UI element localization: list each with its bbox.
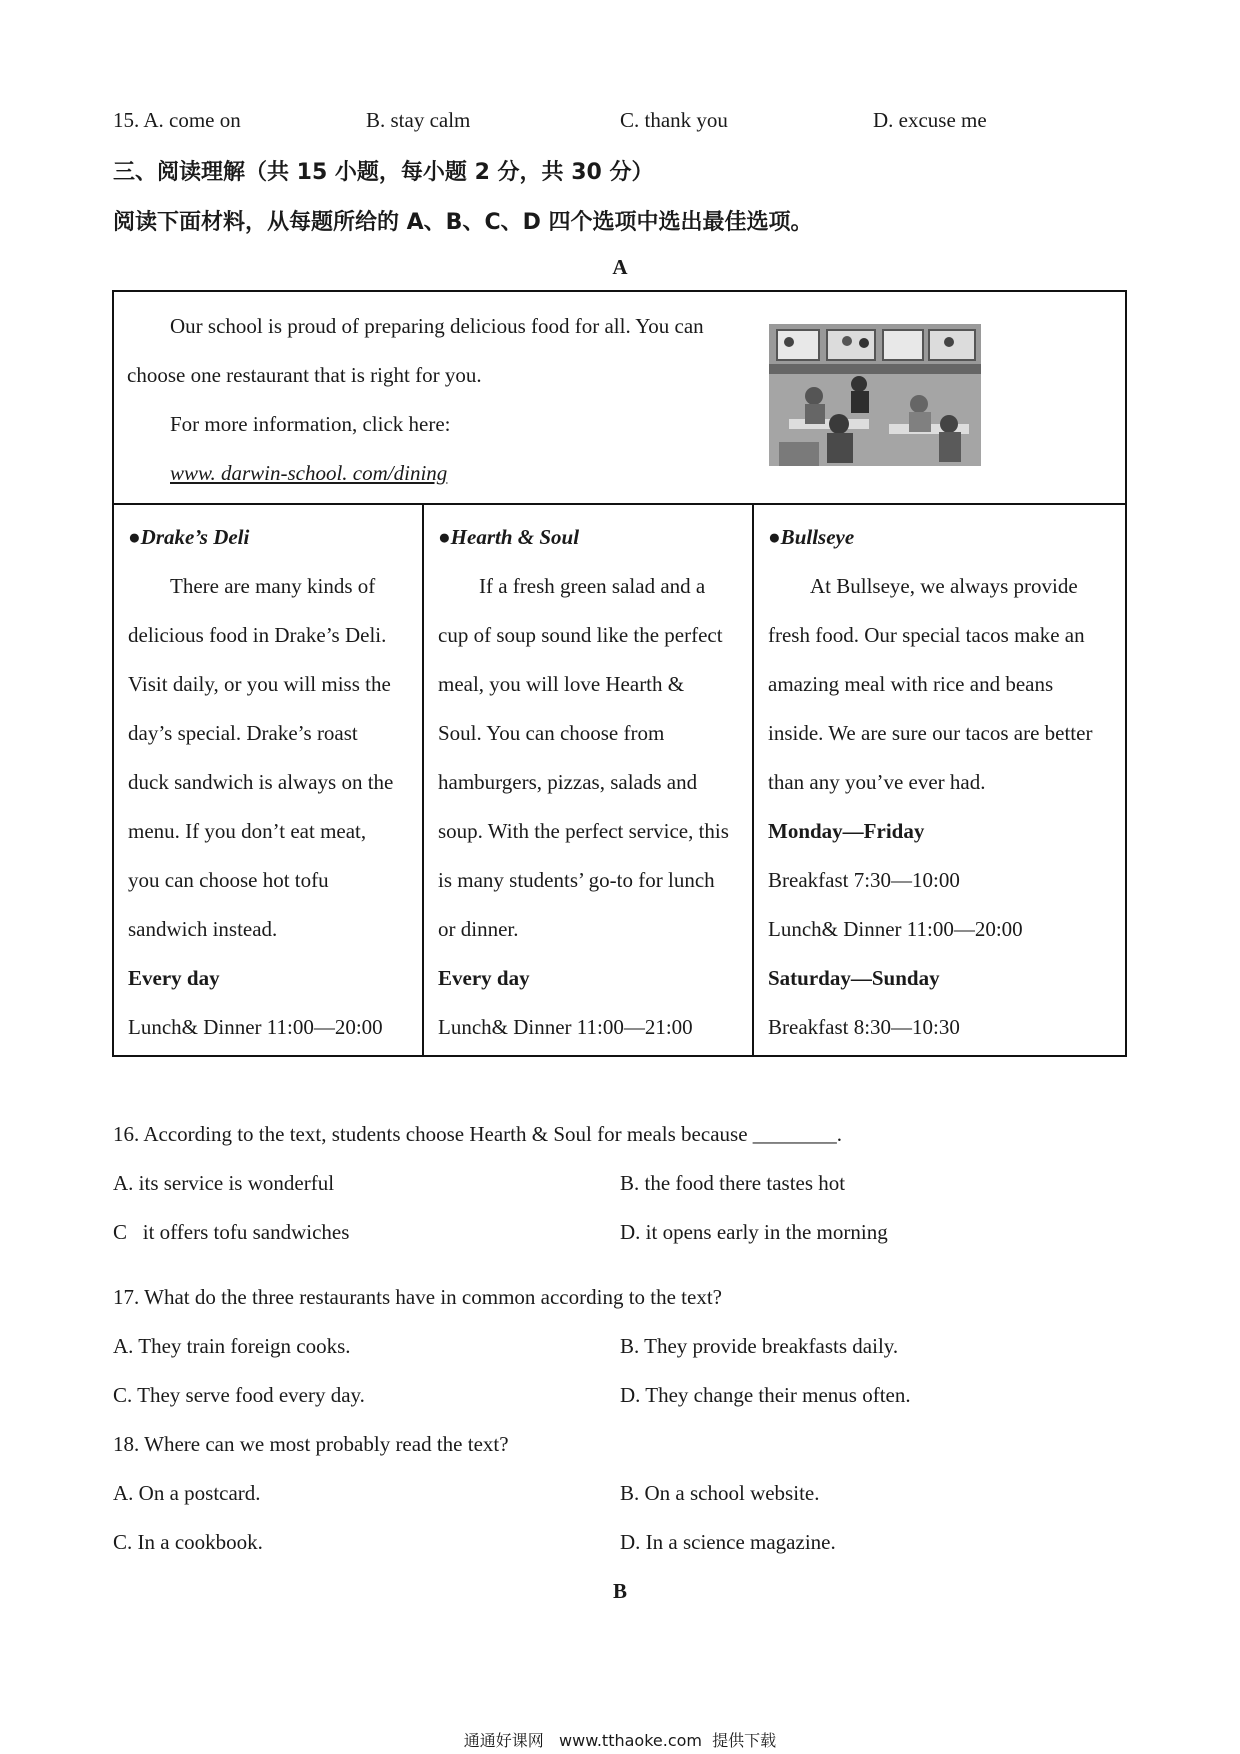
- passage-b-label: B: [612, 1579, 627, 1603]
- restaurant-text-line: inside. We are sure our tacos are better: [768, 721, 1093, 745]
- hours-label: Saturday—Sunday: [768, 966, 940, 990]
- section-instruction: 阅读下面材料，从每题所给的 A、B、C、D 四个选项中选出最佳选项。: [113, 210, 813, 235]
- page-footer: 通通好课网 www.tthaoke.com 提供下载: [463, 1731, 777, 1750]
- restaurant-text-line: menu. If you don’t eat meat,: [128, 819, 367, 843]
- restaurant-text-line: day’s special. Drake’s roast: [128, 721, 358, 745]
- restaurant-text-line: Soul. You can choose from: [438, 721, 665, 745]
- restaurant-text-line: you can choose hot tofu: [128, 868, 329, 892]
- restaurant-text-line: than any you’ve ever had.: [768, 770, 986, 794]
- restaurant-text-line: duck sandwich is always on the: [128, 770, 394, 794]
- hours-label: Every day: [128, 966, 220, 990]
- question-16-option-a: A. its service is wonderful: [113, 1171, 335, 1195]
- hours-label: Every day: [438, 966, 530, 990]
- restaurant-name: ●Hearth & Soul: [438, 525, 580, 549]
- passage-a-label: A: [612, 255, 628, 279]
- hours-time: Lunch& Dinner 11:00—20:00: [128, 1015, 383, 1039]
- restaurant-text-line: delicious food in Drake’s Deli.: [128, 623, 387, 647]
- question-17-option-a: A. They train foreign cooks.: [113, 1334, 351, 1358]
- hours-label: Monday—Friday: [768, 819, 925, 843]
- q15-option-b: B. stay calm: [366, 108, 471, 132]
- question-17-option-b: B. They provide breakfasts daily.: [620, 1334, 899, 1358]
- question-17-stem: 17. What do the three restaurants have in common according to the text?: [113, 1285, 722, 1309]
- restaurant-text-line: meal, you will love Hearth &: [438, 672, 685, 696]
- question-18-option-d: D. In a science magazine.: [620, 1530, 836, 1554]
- restaurant-text-line: At Bullseye, we always provide: [810, 574, 1078, 598]
- question-18-option-c: C. In a cookbook.: [113, 1530, 263, 1554]
- restaurant-text-line: or dinner.: [438, 917, 519, 941]
- q15-option-c: C. thank you: [620, 108, 728, 132]
- question-16-stem: 16. According to the text, students choose Hearth & Soul for meals because ________.: [113, 1122, 843, 1146]
- restaurant-text-line: amazing meal with rice and beans: [768, 672, 1054, 696]
- restaurant-name: ●Bullseye: [768, 525, 855, 549]
- question-18-stem: 18. Where can we most probably read the text?: [113, 1432, 509, 1456]
- hours-time: Breakfast 8:30—10:30: [768, 1015, 960, 1039]
- restaurant-name: ●Drake’s Deli: [128, 525, 250, 549]
- restaurant-text-line: fresh food. Our special tacos make an: [768, 623, 1085, 647]
- hours-time: Lunch& Dinner 11:00—20:00: [768, 917, 1023, 941]
- intro-panel: [114, 292, 1125, 505]
- restaurant-text-line: cup of soup sound like the perfect: [438, 623, 723, 647]
- restaurant-bullseye: [754, 505, 1125, 1055]
- restaurant-text-line: sandwich instead.: [128, 917, 278, 941]
- question-16-option-b: B. the food there tastes hot: [620, 1171, 846, 1195]
- restaurant-text-line: hamburgers, pizzas, salads and: [438, 770, 698, 794]
- restaurant-text-line: soup. With the perfect service, this: [438, 819, 729, 843]
- restaurant-drakes-deli: [114, 505, 424, 1055]
- question-16-option-d: D. it opens early in the morning: [620, 1220, 888, 1244]
- intro-line-1: Our school is proud of preparing delicious food for all. You can: [170, 314, 704, 338]
- hours-time: Breakfast 7:30—10:00: [768, 868, 960, 892]
- question-18-option-b: B. On a school website.: [620, 1481, 820, 1505]
- question-18-option-a: A. On a postcard.: [113, 1481, 261, 1505]
- restaurant-text-line: Visit daily, or you will miss the: [128, 672, 391, 696]
- intro-line-3: For more information, click here:: [170, 412, 451, 436]
- school-dining-hall-illustration-icon: [769, 324, 981, 466]
- restaurant-text-line: is many students’ go-to for lunch: [438, 868, 715, 892]
- q15-option-d: D. excuse me: [873, 108, 987, 132]
- q15-option-a: 15. A. come on: [113, 108, 241, 132]
- restaurant-hearth-and-soul: [424, 505, 754, 1055]
- question-16-option-c: C it offers tofu sandwiches: [113, 1220, 350, 1244]
- hours-time: Lunch& Dinner 11:00—21:00: [438, 1015, 693, 1039]
- passage-a-box: [112, 290, 1127, 1057]
- dining-link[interactable]: www. darwin-school. com/dining: [170, 461, 448, 485]
- restaurant-text-line: There are many kinds of: [170, 574, 376, 598]
- section-heading: 三、阅读理解（共 15 小题，每小题 2 分，共 30 分）: [113, 160, 654, 185]
- intro-line-2: choose one restaurant that is right for you.: [127, 363, 482, 387]
- question-17-option-d: D. They change their menus often.: [620, 1383, 911, 1407]
- question-17-option-c: C. They serve food every day.: [113, 1383, 365, 1407]
- restaurant-text-line: If a fresh green salad and a: [479, 574, 706, 598]
